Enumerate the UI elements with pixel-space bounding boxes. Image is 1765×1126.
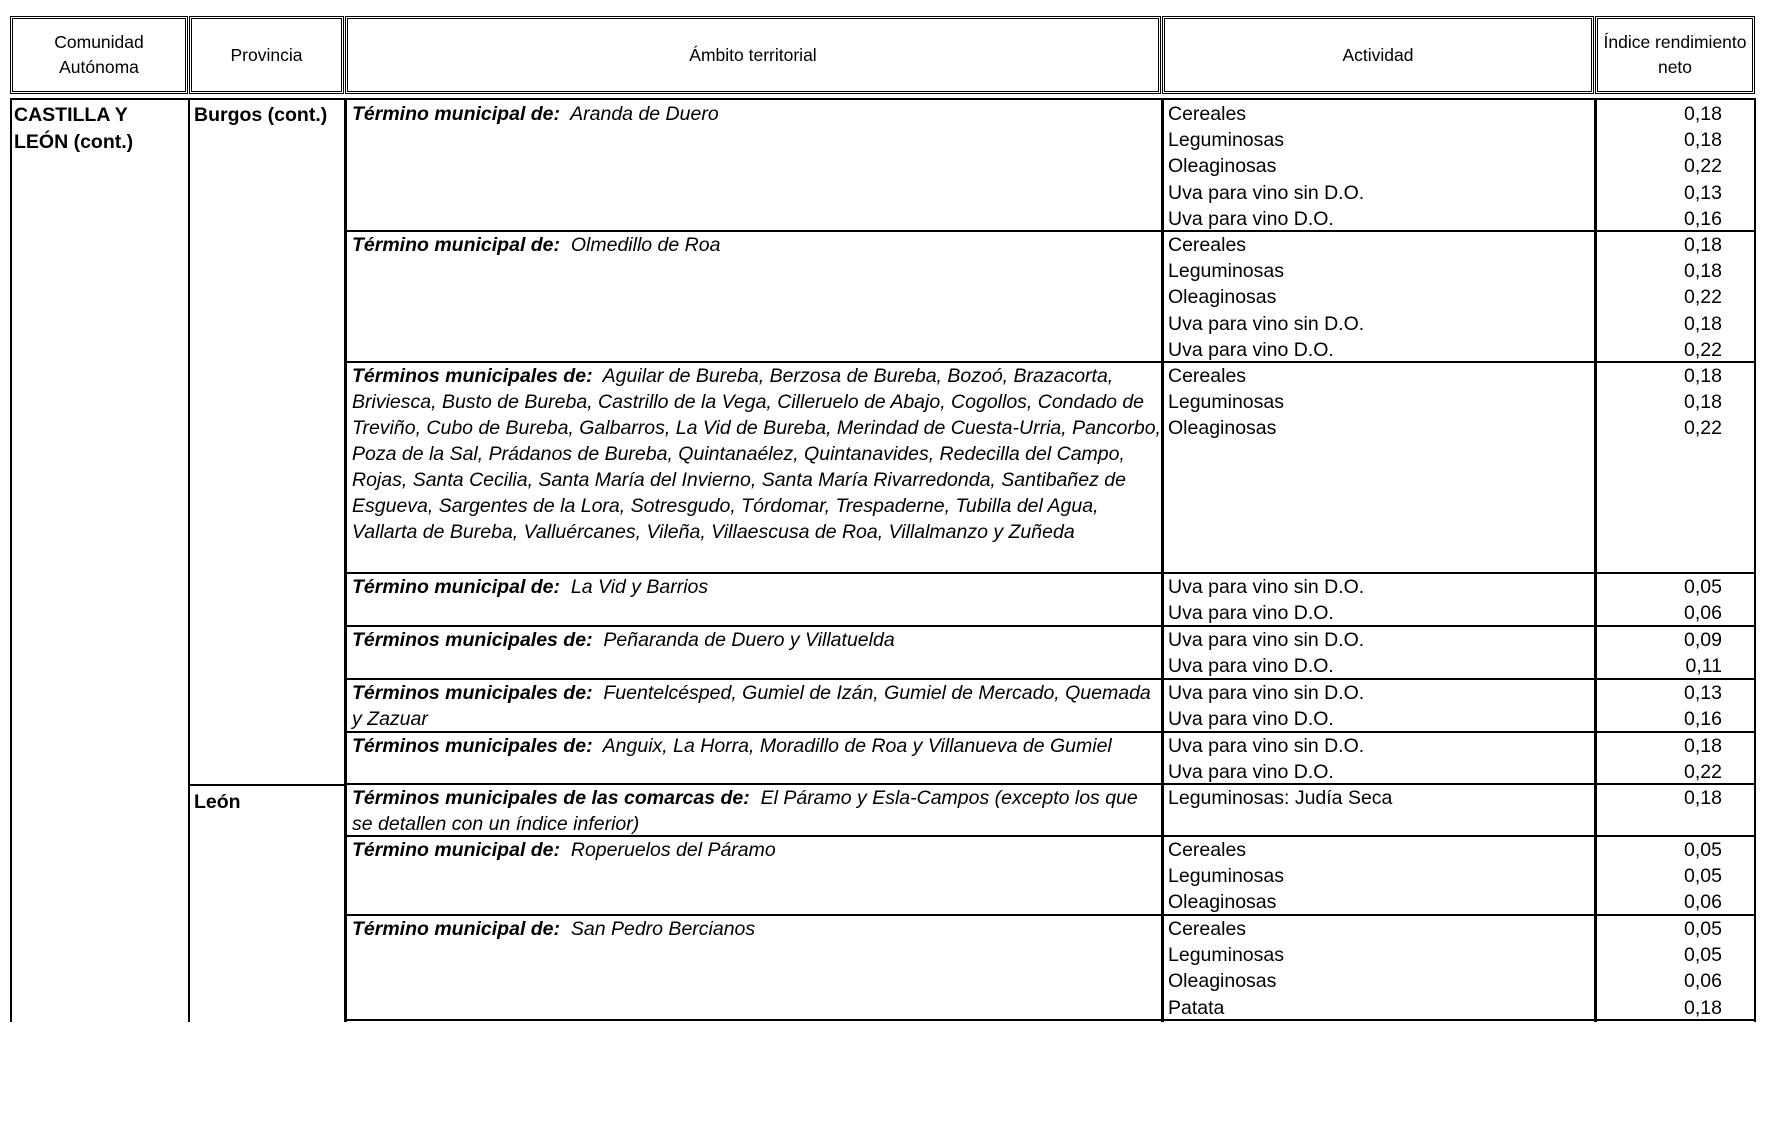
ambito-places: El Páramo y Esla-Campos (excepto los que se detallen con un índice inferior) <box>352 787 1138 835</box>
actividad-cell: Cereales <box>1168 839 1247 861</box>
indice-cell: 0,18 <box>1684 735 1722 757</box>
indice-cell: 0,05 <box>1684 576 1722 598</box>
indice-cell: 0,05 <box>1684 944 1722 967</box>
indice-cell: 0,18 <box>1684 996 1722 1019</box>
indice-cell: 0,18 <box>1684 129 1722 152</box>
ambito-prefix: Término municipal de: <box>352 839 561 861</box>
header-provincia-text: Provincia <box>230 44 303 65</box>
ambito-places: La Vid y Barrios <box>560 576 709 598</box>
actividad-cell: Uva para vino sin D.O. <box>1168 312 1365 335</box>
indice-cell: 0,18 <box>1684 365 1722 387</box>
ambito-cell <box>352 916 1162 942</box>
ambito-prefix: Términos municipales de: <box>352 682 593 704</box>
actividad-cell: Cereales <box>1168 365 1247 387</box>
ambito-cell <box>352 733 1162 759</box>
indice-cell: 0,18 <box>1684 103 1722 125</box>
actividad-cell: Oleaginosas <box>1168 417 1277 440</box>
actividad-cell: Cereales <box>1168 918 1247 940</box>
provincia-leon: León <box>194 791 241 813</box>
actividad-cell: Oleaginosas <box>1168 891 1277 914</box>
actividad-cell: Oleaginosas <box>1168 286 1277 309</box>
ambito-cell <box>352 785 1162 837</box>
header-provincia <box>189 16 344 94</box>
ambito-prefix: Términos municipales de: <box>352 629 593 651</box>
header-indice-text: Índice rendimiento neto <box>1603 32 1747 77</box>
col-line-comunidad <box>188 98 190 1022</box>
indice-cell: 0,06 <box>1684 970 1722 993</box>
ambito-cell <box>352 574 1162 600</box>
actividad-cell: Uva para vino sin D.O. <box>1168 682 1365 704</box>
indice-cell: 0,18 <box>1684 234 1722 256</box>
actividad-cell: Uva para vino sin D.O. <box>1168 181 1365 204</box>
body-top-line <box>10 98 1756 100</box>
actividad-cell: Cereales <box>1168 103 1247 125</box>
actividad-cell: Cereales <box>1168 234 1247 256</box>
ambito-prefix: Término municipal de: <box>352 576 561 598</box>
actividad-cell: Leguminosas <box>1168 865 1284 888</box>
indice-cell: 0,13 <box>1684 181 1722 204</box>
actividad-cell: Leguminosas <box>1168 129 1284 152</box>
actividad-cell: Leguminosas <box>1168 260 1284 283</box>
col-line-provincia <box>344 98 347 1022</box>
indice-cell: 0,18 <box>1684 391 1722 414</box>
indice-cell: 0,18 <box>1684 260 1722 283</box>
ambito-cell <box>352 837 1162 863</box>
indice-cell: 0,16 <box>1684 708 1722 731</box>
indice-cell: 0,13 <box>1684 682 1722 704</box>
ambito-prefix: Término municipal de: <box>352 234 561 256</box>
row-separator <box>344 1019 1756 1021</box>
ambito-places: Aguilar de Bureba, Berzosa de Bureba, Bozoó, Brazacorta, Briviesca, Busto de Bureba, Castrillo de la Vega, Cilleruelo de Abajo, Cogollos, Condado de Treviño, Cubo de Bureba, Galbarros, La Vid de Bureba, Merindad de Cuesta-Urria, Pancorbo, Poza de la Sal, Prádanos de Bureba, Quintanaélez, Quintanavides, Redecilla del Campo, Rojas, Santa Cecilia, Santa María del Invierno, Santa María Rivarredonda, Santibañez de Esgueva, Sargentes de la Lora, Sotresgudo, Tórdomar, Trespaderne, Tubilla del Agua, Vallarta de Bureba, Valluércanes, Vileña, Villaescusa de Roa, Villalmanzo y Zuñeda <box>352 365 1161 543</box>
actividad-cell: Oleaginosas <box>1168 155 1277 178</box>
indice-cell: 0,22 <box>1684 155 1722 178</box>
ambito-places: Fuentelcésped, Gumiel de Izán, Gumiel de Mercado, Quemada y Zazuar <box>352 682 1151 730</box>
indice-cell: 0,05 <box>1684 865 1722 888</box>
actividad-cell: Leguminosas: Judía Seca <box>1168 787 1393 809</box>
indice-cell: 0,06 <box>1684 891 1722 914</box>
actividad-cell: Uva para vino sin D.O. <box>1168 576 1365 598</box>
indice-cell: 0,11 <box>1685 655 1722 678</box>
header-actividad-text: Actividad <box>1342 44 1414 65</box>
ambito-places: Aranda de Duero <box>560 103 719 125</box>
actividad-cell: Uva para vino D.O. <box>1168 338 1334 361</box>
ambito-prefix: Término municipal de: <box>352 918 561 940</box>
indice-cell: 0,18 <box>1684 312 1722 335</box>
ambito-cell <box>352 680 1162 732</box>
col-line-right <box>1754 98 1756 1022</box>
actividad-cell: Uva para vino D.O. <box>1168 708 1334 731</box>
col-line-actividad <box>1594 98 1597 1022</box>
provincia-separator <box>188 784 346 786</box>
header-comunidad-text: Comunidad Autónoma <box>54 32 144 77</box>
ambito-places: Roperuelos del Páramo <box>560 839 776 861</box>
header-actividad <box>1162 16 1594 94</box>
ambito-places: Olmedillo de Roa <box>560 234 721 256</box>
header-ambito-text: Ámbito territorial <box>689 44 817 65</box>
indice-cell: 0,05 <box>1684 918 1722 940</box>
ambito-prefix: Términos municipales de: <box>352 365 593 387</box>
indice-cell: 0,05 <box>1684 839 1722 861</box>
indice-cell: 0,22 <box>1684 338 1722 361</box>
ambito-cell <box>352 363 1162 545</box>
ambito-places: Anguix, La Horra, Moradillo de Roa y Villanueva de Gumiel <box>592 735 1112 757</box>
header-indice <box>1595 16 1755 94</box>
indice-cell: 0,22 <box>1684 417 1722 440</box>
ambito-cell <box>352 101 1162 127</box>
ambito-prefix: Términos municipales de: <box>352 735 593 757</box>
ambito-cell <box>352 232 1162 258</box>
actividad-cell: Uva para vino sin D.O. <box>1168 735 1365 757</box>
indice-cell: 0,22 <box>1684 761 1722 784</box>
actividad-cell: Uva para vino D.O. <box>1168 207 1334 230</box>
actividad-cell: Leguminosas <box>1168 391 1284 414</box>
actividad-cell: Patata <box>1168 996 1225 1019</box>
actividad-cell: Leguminosas <box>1168 944 1284 967</box>
actividad-cell: Uva para vino sin D.O. <box>1168 629 1365 651</box>
ambito-places: Peñaranda de Duero y Villatuelda <box>592 629 895 651</box>
indice-cell: 0,09 <box>1684 629 1722 651</box>
header-ambito <box>345 16 1161 94</box>
actividad-cell: Oleaginosas <box>1168 970 1277 993</box>
actividad-cell: Uva para vino D.O. <box>1168 655 1334 678</box>
indice-cell: 0,22 <box>1684 286 1722 309</box>
comunidad-label: CASTILLA Y LEÓN (cont.) <box>14 104 134 153</box>
col-line-left <box>10 98 12 1022</box>
actividad-cell: Uva para vino D.O. <box>1168 602 1334 625</box>
indice-cell: 0,16 <box>1684 207 1722 230</box>
indice-cell: 0,18 <box>1684 787 1722 809</box>
ambito-cell <box>352 627 1162 653</box>
header-comunidad <box>10 16 188 94</box>
ambito-places: San Pedro Bercianos <box>560 918 756 940</box>
provincia-burgos: Burgos (cont.) <box>194 104 328 126</box>
ambito-prefix: Términos municipales de las comarcas de: <box>352 787 750 809</box>
actividad-cell: Uva para vino D.O. <box>1168 761 1334 784</box>
ambito-prefix: Término municipal de: <box>352 103 561 125</box>
indice-cell: 0,06 <box>1684 602 1722 625</box>
